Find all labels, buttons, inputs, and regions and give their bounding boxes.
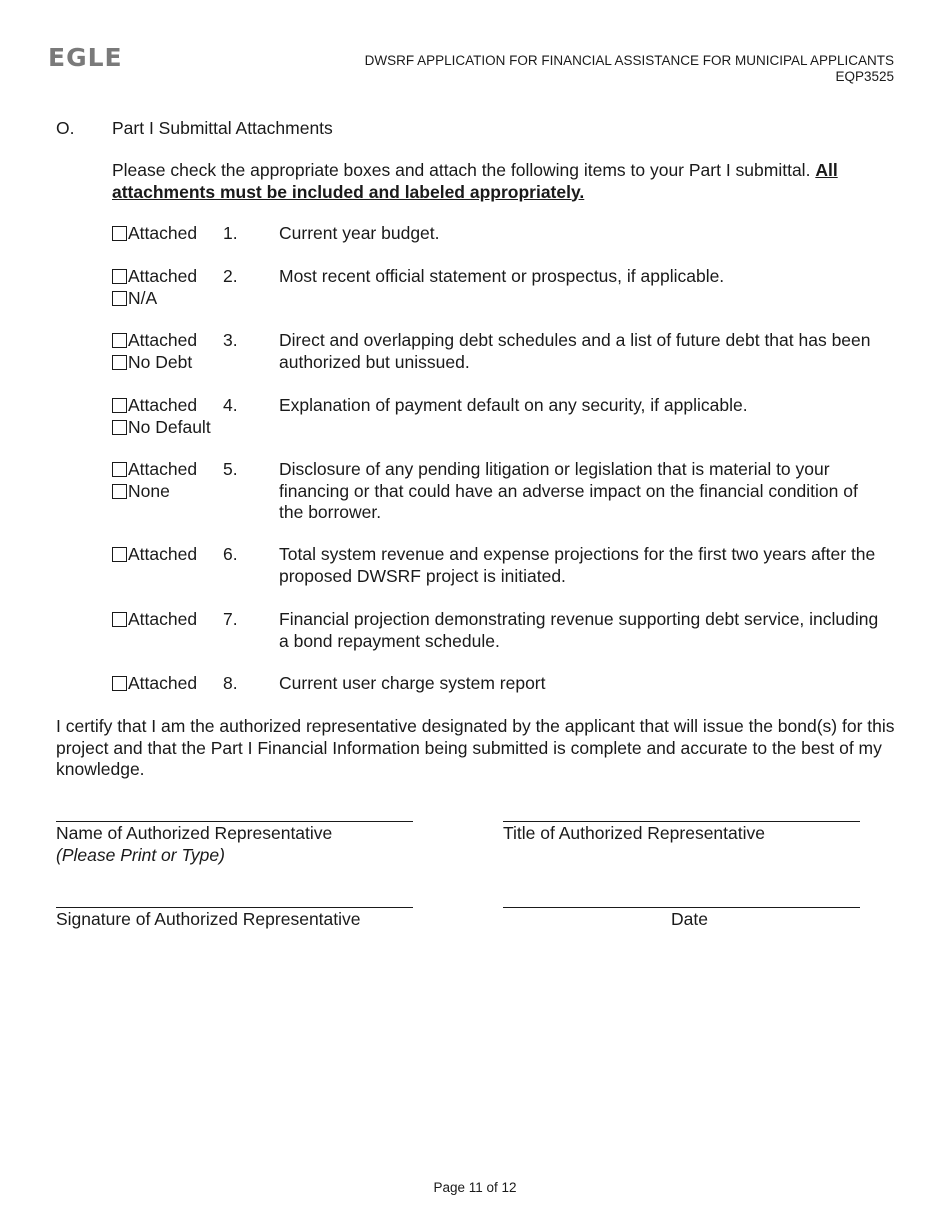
item-number: 2.: [223, 266, 238, 286]
no-debt-checkbox-option[interactable]: [112, 352, 192, 374]
page-header: [365, 53, 894, 85]
date-line[interactable]: [503, 907, 860, 908]
form-number: EQP3525: [835, 69, 894, 84]
item-description: Current year budget.: [279, 223, 440, 243]
intro-text: Please check the appropriate boxes and attach the following items to your Part I submittal.: [112, 160, 816, 180]
checkbox[interactable]: [112, 226, 127, 241]
checkbox-label: Attached: [128, 223, 198, 243]
item-description: Most recent official statement or prospectus, if applicable.: [279, 266, 725, 286]
section-intro: [112, 160, 882, 203]
item-number: 6.: [223, 544, 238, 564]
no-default-checkbox-option[interactable]: [112, 417, 211, 439]
checkbox-label: Attached: [128, 459, 198, 479]
checkbox[interactable]: [112, 612, 127, 627]
title-signature-line[interactable]: [503, 821, 860, 822]
checkbox-label: No Default: [128, 416, 211, 437]
checkbox-label: N/A: [128, 287, 158, 308]
na-checkbox-option[interactable]: [112, 288, 157, 310]
intro-bold-text: All attachments must be included and labeled appropriately.: [112, 160, 838, 202]
checkbox-label: None: [128, 480, 170, 501]
checkbox-label: Attached: [128, 609, 198, 629]
section-title: Part I Submittal Attachments: [112, 118, 333, 138]
item-description: Financial projection demonstrating revenue supporting debt service, including a bond repayment schedule.: [279, 609, 879, 651]
checkbox[interactable]: [112, 484, 127, 499]
date-label: Date: [671, 909, 708, 929]
signature-label: Signature of Authorized Representative: [56, 909, 361, 929]
checkbox-label: Attached: [128, 544, 198, 564]
name-hint: (Please Print or Type): [56, 845, 225, 865]
title-label: Title of Authorized Representative: [503, 823, 765, 843]
form-title: DWSRF APPLICATION FOR FINANCIAL ASSISTANCE FOR MUNICIPAL APPLICANTS: [364, 53, 894, 68]
certification-statement: I certify that I am the authorized representative designated by the applicant that will issue the bond(s) for this project and that the Part I Financial Information being submitted is complete and accurate to the best of my knowledge.: [56, 716, 895, 779]
checkbox[interactable]: [112, 676, 127, 691]
checkbox[interactable]: [112, 355, 127, 370]
none-checkbox-option[interactable]: [112, 481, 170, 503]
page-number: Page 11 of 12: [433, 1180, 517, 1195]
item-description: Total system revenue and expense projections for the first two years after the proposed DWSRF project is initiated.: [279, 544, 876, 586]
checkbox-label: Attached: [128, 395, 198, 415]
checkbox[interactable]: [112, 398, 127, 413]
checkbox[interactable]: [112, 462, 127, 477]
section-letter: O.: [56, 118, 75, 138]
attached-checkbox-option[interactable]: [112, 330, 197, 352]
attached-checkbox-option[interactable]: [112, 223, 197, 245]
checkbox-label: Attached: [128, 266, 198, 286]
attached-checkbox-option[interactable]: [112, 609, 197, 631]
item-number: 7.: [223, 609, 238, 629]
checkbox[interactable]: [112, 269, 127, 284]
name-signature-line[interactable]: [56, 821, 413, 822]
item-number: 4.: [223, 395, 238, 415]
checkbox[interactable]: [112, 291, 127, 306]
checkbox[interactable]: [112, 547, 127, 562]
checkbox-label: No Debt: [128, 351, 193, 372]
item-description: Direct and overlapping debt schedules and a list of future debt that has been authorized but unissued.: [279, 330, 871, 372]
item-description: Explanation of payment default on any security, if applicable.: [279, 395, 748, 415]
attached-checkbox-option[interactable]: [112, 395, 197, 417]
attached-checkbox-option[interactable]: [112, 266, 197, 288]
attached-checkbox-option[interactable]: [112, 673, 197, 695]
checkbox-label: Attached: [128, 330, 198, 350]
item-number: 1.: [223, 223, 238, 243]
item-number: 8.: [223, 673, 238, 693]
checkbox-label: Attached: [128, 673, 198, 693]
item-number: 3.: [223, 330, 238, 350]
name-label: Name of Authorized Representative: [56, 823, 333, 843]
item-number: 5.: [223, 459, 238, 479]
signature-line[interactable]: [56, 907, 413, 908]
checkbox[interactable]: [112, 420, 127, 435]
item-description: Disclosure of any pending litigation or legislation that is material to your financing or that could have an adverse impact on the financial condition of the borrower.: [279, 459, 858, 522]
attached-checkbox-option[interactable]: [112, 459, 197, 481]
egle-logo: EGLE: [48, 43, 123, 72]
attached-checkbox-option[interactable]: [112, 544, 197, 566]
checkbox[interactable]: [112, 333, 127, 348]
item-description: Current user charge system report: [279, 673, 546, 693]
